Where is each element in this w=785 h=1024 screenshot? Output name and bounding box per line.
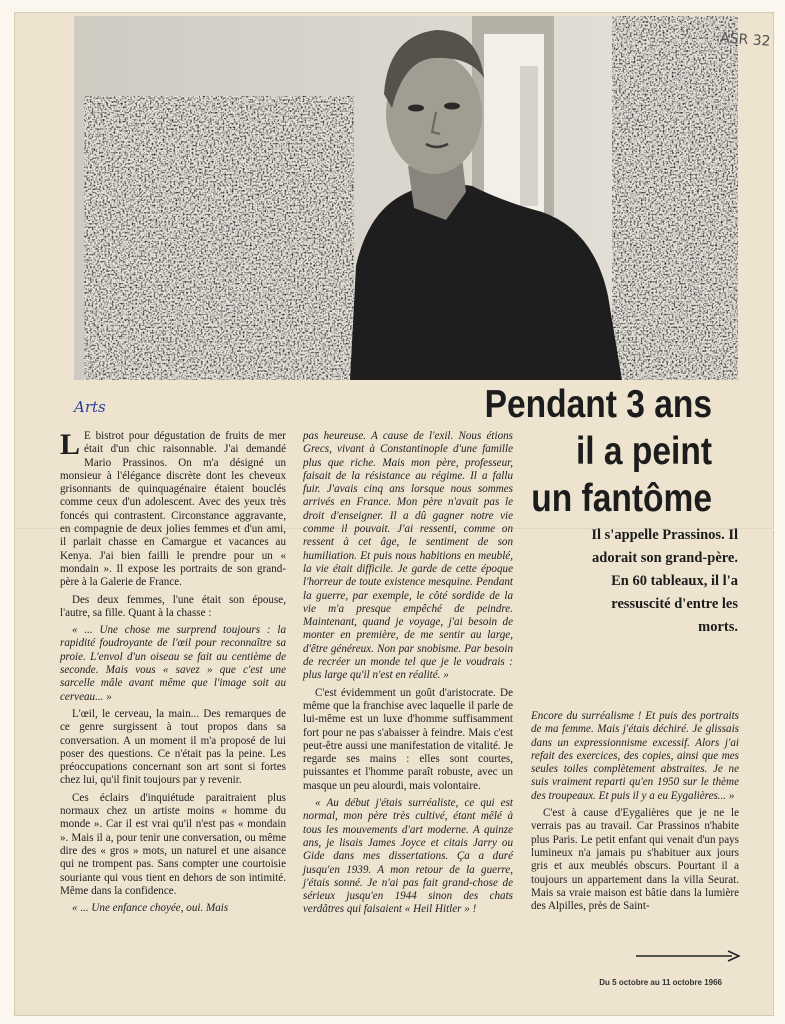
continued-arrow-icon	[636, 950, 740, 962]
paragraph	[60, 430, 286, 590]
text-column-2	[303, 430, 513, 921]
quote-paragraph: Encore du surréalisme ! Et puis des portraits de ma femme. Mais j'étais déchiré. Je glissais dans un expressionnisme excessif. Alors j'ai refait des exercices, des copies, ainsi que mes seules toiles complètement abstraites. Je ne suis vraiment reparti qu'en 1950 sur le thème des troupeaux. Et puis il y a eu Eygalières... »	[531, 710, 739, 802]
handwritten-section-note: Arts	[74, 398, 106, 416]
doorway	[472, 16, 554, 216]
paragraph: Des deux femmes, l'une était son épouse, l'autre, sa fille. Quant à la chasse :	[60, 593, 286, 619]
headline-line-3: un fantôme	[531, 477, 712, 520]
quote-paragraph: pas heureuse. A cause de l'exil. Nous étions Grecs, vivant à Constantinople d'une famille plus que riche. Mais mon père, professeur, faisait de la résistance au régime. Il a fallu fuir. J'avais cinq ans lorsque nous sommes arrivés en France. Mon père n'avait pas le droit d'enseigner. Il a dû gagner notre vie comme il pouvait. J'ai ressenti, comme on ressent à cet âge, le sentiment de son humiliation. Et puis nous habitions en meublé, la vie était difficile. Je garde de cette époque l'horreur de toute existence mesquine. Pendant la guerre, par exemple, le côté sordide de la vie m'a presque empêché de peindre. Maintenant, quand je voyage, j'ai besoin de monter en première, de me sentir au large, d'être généreux. Non par snobisme. Par besoin de recréer un monde tel que je le voudrais : plus large qu'il n'est en réalité. »	[303, 430, 513, 682]
paragraph: L'œil, le cerveau, la main... Des remarques de ce genre surgissent à tout propos dans sa conversation. A un moment il m'a proposé de lui poser des questions. Ce n'était pas la peine. Les préoccupations concernant son art sont si fortes chez lui, qu'il finit toujours par y revenir.	[60, 707, 286, 787]
paragraph-text: E bistrot pour dégustation de fruits de mer était d'un chic raisonnable. J'ai demandé Mario Prassinos. On m'a désigné un monsieur à l'élégance discrète dont les cheveux grisonnants de quinquagénaire étaient bouclés comme ceux d'un adolescent. Avec des yeux très foncés qui contrastent. Circonstance aggravante, en compagnie de deux jolies femmes et d'un ami, il parlait chasse en Camargue et vacances au Kenya. J'ai bien failli le prendre pour un « mondain ». Il expose les portraits de son grand-père à la Galerie de France.	[60, 430, 286, 589]
subheadline: Il s'appelle Prassinos. Il adorait son grand-père. En 60 tableaux, il l'a ressuscité d'entre les morts.	[591, 527, 738, 635]
headline-line-2: il a peint	[575, 430, 712, 473]
headline-line-1: Pendant 3 ans	[484, 383, 712, 426]
paragraph: Ces éclairs d'inquiétude paraitraient plus normaux chez un artiste moins « homme du monde ». Car il est vrai qu'il n'est pas « mondain ». Mais il a, pour tenir une conversation, ou même dire des « gros » mots, un naturel et une aisance qui ne trompent pas. Sans compter une courtoisie souriante qui vous tient en dehors de son intimité. Même dans la confidence.	[60, 791, 286, 897]
article-photo	[74, 16, 738, 380]
paragraph: C'est à cause d'Eygalières que je ne le verrais pas au travail. Car Prassinos n'habite plus Paris. Le petit enfant qui venait d'un pays lumineux n'a jamais pu s'habituer aux jours gris et aux meublés obscurs. Pourtant il a toujours un appartement dans la villa Seurat. Mais sa vraie maison est bâtie dans la lumière des Alpilles, près de Saint-	[531, 807, 739, 913]
text-column-3	[531, 710, 739, 917]
archive-reference-note: ASR 32	[719, 30, 771, 50]
drop-cap: L	[60, 428, 81, 461]
quote-paragraph: « ... Une chose me surprend toujours : la rapidité foudroyante de l'œil pour reconnaître sa proie. L'envol d'un oiseau se fait au centième de seconde. Mais vous « savez » que c'est une sarcelle mâle avant même que l'image soit au cerveau... »	[60, 624, 286, 703]
quote-paragraph: « Au début j'étais surréaliste, ce qui est normal, mon père très cultivé, étant mêlé à tous les mouvements d'art moderne. A quinze ans, je lisais James Joyce et citais Jarry ou Gide dans mes dissertations. Ça a duré jusqu'en 1939. A mon retour de la guerre, j'étais sonné. Je n'ai pas fait grand-chose de sérieux jusqu'en 1944 sinon des chats verdâtres qui faisaient « Heil Hitler » !	[303, 797, 513, 916]
paragraph: C'est évidemment un goût d'aristocrate. De même que la franchise avec laquelle il parle de lui-même est un luxe d'homme suffisamment fort pour ne pas s'abaisser à feindre. Mais c'est peut-être aussi une manifestation de vitalité. Je regarde ses mains : elles sont courtes, puissantes et l'homme paraît robuste, avec un masque un peu alourdi, mais volontaire.	[303, 686, 513, 792]
text-column-1	[60, 430, 286, 919]
newspaper-clipping	[14, 12, 774, 1016]
quote-paragraph: « ... Une enfance choyée, oui. Mais	[72, 902, 229, 915]
issue-dateline: Du 5 octobre au 11 octobre 1966	[599, 978, 722, 987]
left-painting	[84, 96, 354, 380]
right-painting	[612, 16, 738, 380]
